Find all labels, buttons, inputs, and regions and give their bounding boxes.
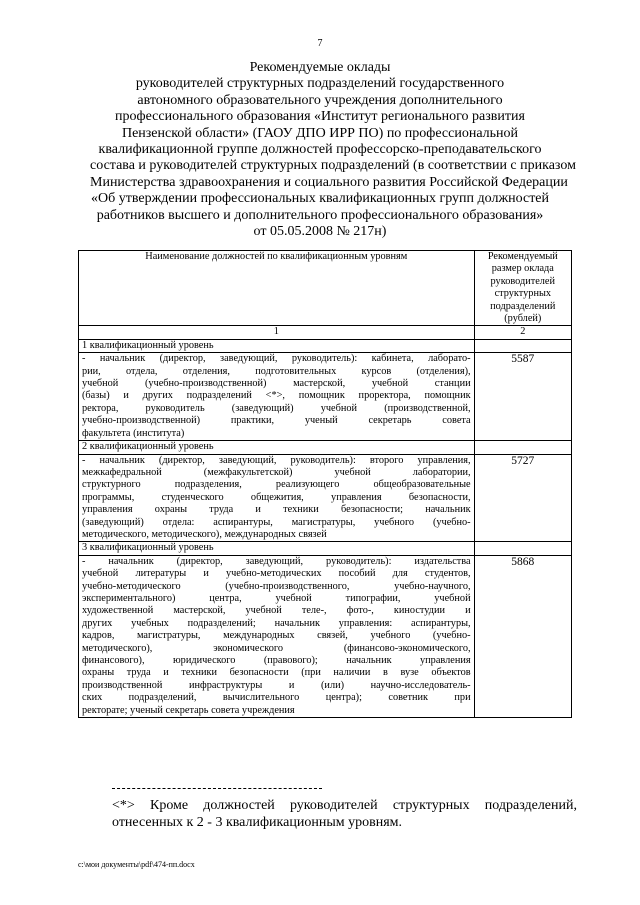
title-line: руководителей структурных подразделений государственного	[135, 76, 505, 92]
title-line: состава и руководителей структурных подразделений (в соответствии с приказом	[90, 158, 576, 174]
footnote	[112, 797, 577, 831]
level-title-row	[79, 441, 572, 454]
title-line: работников высшего и дополнительного профессионального образования»	[96, 207, 544, 223]
footnote-line: отнесенных к 2 - 3 квалификационным уровням.	[112, 815, 402, 830]
header-salary	[474, 251, 571, 326]
header-salary-line: Рекомендуемый	[487, 251, 558, 262]
description-line: ректорате; ученый секретарь совета учреждения	[82, 704, 295, 716]
empty-cell	[474, 542, 571, 555]
description-line: - начальник (директор, заведующий, руководитель): издательства	[82, 555, 471, 567]
header-salary-line: (рублей)	[504, 313, 542, 325]
description-line: учебной (учебно-производственной) мастерской, учебной станции	[82, 378, 471, 390]
title-line: профессионального образования «Институт регионального развития	[115, 109, 525, 125]
description-line: учебно-методического (учебно-производственного, учебно-научного,	[82, 580, 471, 592]
table-row	[79, 454, 572, 542]
description-line: кадров, магистратуры, международных связей, учебного (учебно-	[82, 630, 471, 642]
empty-cell	[474, 441, 571, 454]
description-line: межкафедральной (межфакультетской) учебной лаборатории,	[82, 466, 471, 478]
level-title: 3 квалификационный уровень	[79, 542, 475, 555]
description-line: методического, методического), международных связей	[82, 528, 327, 540]
salary-value: 5868	[474, 555, 571, 717]
table-header-row	[79, 251, 572, 326]
level-title: 2 квалификационный уровень	[79, 441, 475, 454]
description-line: учебно-производственной) практики, ученый секретарь совета	[82, 415, 471, 427]
header-positions: Наименование должностей по квалификационным уровням	[79, 251, 475, 326]
header-salary-line: подразделений	[490, 300, 556, 312]
column-number-row	[79, 326, 572, 339]
title-line: Рекомендуемые оклады	[249, 60, 391, 75]
column-number: 1	[79, 326, 475, 339]
description-line: других учебных подразделений; начальник управления: аспирантуры,	[82, 617, 471, 629]
salary-value: 5727	[474, 454, 571, 542]
title-line: от 05.05.2008 № 217н)	[253, 224, 387, 240]
level-description	[79, 555, 475, 717]
level-title: 1 квалификационный уровень	[79, 339, 475, 352]
description-line: производственной инфраструктуры и (или) научно-исследователь-	[82, 679, 471, 691]
title-line: квалификационной группе должностей профессорско-преподавательского	[98, 142, 542, 158]
description-line: управления охраны труда и техники безопасности; начальник	[82, 504, 471, 516]
level-title-row	[79, 339, 572, 352]
description-line: рии, отдела, отделения, подготовительных курсов (отделения),	[82, 365, 471, 377]
description-line: методического), экономического (финансово-экономического,	[82, 642, 471, 654]
description-line: художественной мастерской, учебной теле-, фото-, киностудии и	[82, 605, 471, 617]
level-title-row	[79, 542, 572, 555]
title-line: автономного образовательного учреждения дополнительного	[137, 92, 503, 108]
description-line: программы, студенческого общежития, управления безопасности,	[82, 491, 471, 503]
description-line: ских подразделений, вычислительного центра); советник при	[82, 692, 471, 704]
description-line: (базы) и других подразделений <*>, помощник проректора, помощник	[82, 390, 471, 402]
salary-table	[78, 250, 572, 718]
description-line: экспериментального) центра, учебной типографии, учебной	[82, 592, 471, 604]
title-line: Пензенской области» (ГАОУ ДПО ИРР ПО) по профессиональной	[121, 125, 519, 141]
column-number: 2	[474, 326, 571, 339]
salary-value: 5587	[474, 353, 571, 441]
description-line: структурного подразделения, реализующего общеобразовательные	[82, 479, 471, 491]
description-line: - начальник (директор, заведующий, руководитель): кабинета, лаборато-	[82, 353, 471, 365]
table-row	[79, 555, 572, 717]
level-description	[79, 353, 475, 441]
description-line: (заведующий) отдела: аспирантуры, магистратуры, учебного (учебно-	[82, 516, 471, 528]
title-line: Министерства здравоохранения и социального развития Российской Федерации	[90, 174, 568, 190]
header-salary-line: структурных	[494, 288, 552, 300]
document-title	[90, 60, 576, 240]
page-number: 7	[317, 38, 323, 49]
header-salary-line: размер оклада	[491, 263, 554, 275]
description-line: учебной литературы и учебно-методических пособий для студентов,	[82, 568, 471, 580]
title-line: «Об утверждении профессиональных квалификационных групп должностей	[90, 191, 550, 207]
level-description	[79, 454, 475, 542]
description-line: финансового), юридического (правового); начальник управления	[82, 655, 471, 666]
header-salary-line: руководителей	[490, 275, 556, 287]
footnote-line: <*> Кроме должностей руководителей структурных подразделений,	[112, 798, 577, 813]
description-line: ректора, руководитель (заведующий) учебной (производственной,	[82, 402, 471, 414]
description-line: охраны труда и техники безопасности (при наличии в вузе объектов	[82, 667, 471, 679]
description-line: факультета (института)	[82, 427, 185, 439]
footnote-separator	[112, 788, 322, 789]
description-line: - начальник (директор, заведующий, руководитель): второго управления,	[82, 454, 471, 466]
table-row	[79, 353, 572, 441]
file-path: c:\мои документы\pdf\474-пп.docx	[78, 860, 195, 869]
empty-cell	[474, 339, 571, 352]
